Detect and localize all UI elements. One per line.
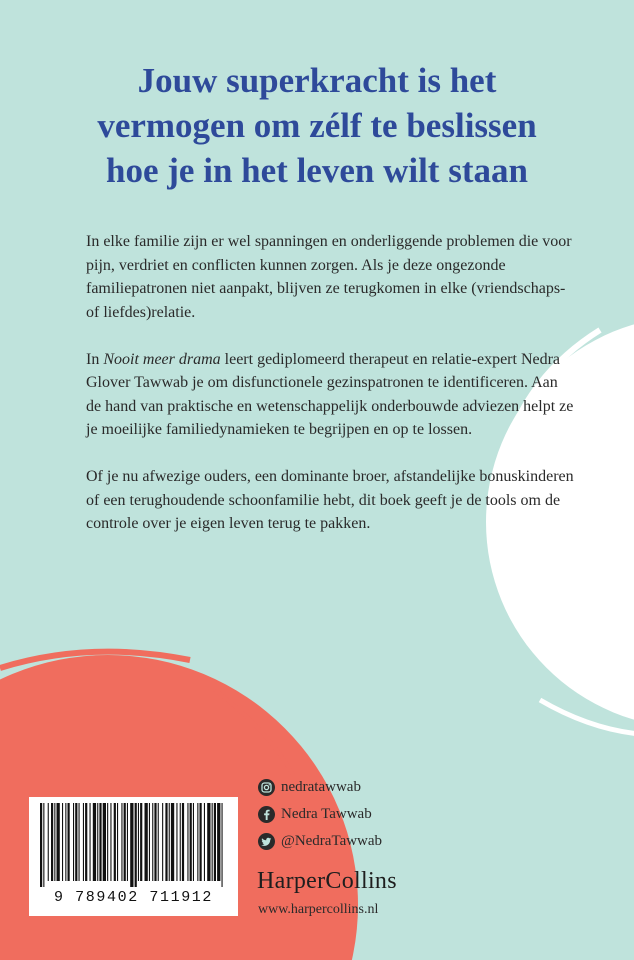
barcode-bar [93,803,96,881]
headline-line-3: hoe je in het leven wilt staan [106,151,528,190]
barcode-bar [193,803,194,881]
barcode-bar [165,803,167,881]
barcode-bar [43,803,44,887]
barcode-bar [90,803,91,881]
barcode-bar [152,803,153,881]
social-twitter[interactable] [258,828,382,855]
barcode-bar [107,803,108,881]
barcode-bar [57,803,60,881]
barcode-bar [40,803,42,887]
blurb-p2-prefix: In [86,350,104,368]
headline-line-2: vermogen om zélf te beslissen [97,106,537,145]
barcode-bars [36,803,231,887]
facebook-icon [258,806,275,823]
barcode-bar [149,803,150,881]
barcode-bar [222,803,223,887]
isbn-digits: 9 789402 711912 [53,889,214,906]
book-title: Nooit meer drama [103,350,221,368]
barcode-bar [85,803,87,881]
publisher-logo: HarperCollins [257,868,397,894]
twitter-handle: @NedraTawwab [281,833,383,849]
barcode-bar [135,803,137,887]
blurb-p2-rest: leert gediplomeerd therapeut en relatie-expert Nedra Glover Tawwab je om disfunctionele gezinspatronen te identificeren. Aan de hand van praktische en wetenschappelijk onderbouwde adviezen helpt ze je moeilijke familiedynamieken te begrijpen en op te lossen. [86,350,574,438]
barcode-bar [171,803,174,881]
barcode-bar [190,803,192,881]
barcode-bar [204,803,205,881]
barcode-bar [154,803,156,881]
barcode-bar [110,803,111,881]
barcode-bar [97,803,98,881]
barcode-bar [182,803,184,881]
barcode-bar [162,803,163,881]
social-instagram[interactable] [258,774,382,801]
barcode-bar [62,803,63,881]
barcode-bar [217,803,220,881]
barcode-bar [65,803,66,881]
social-facebook[interactable] [258,801,382,828]
twitter-icon [258,833,275,850]
barcode-bar [140,803,142,881]
barcode-bar [169,803,170,881]
barcode-bar [138,803,139,881]
barcode-bar [114,803,116,881]
barcode-bar [117,803,118,881]
barcode-bar [130,803,133,887]
barcode-bar [75,803,77,881]
barcode-bar [214,803,216,881]
barcode-bar [99,803,101,881]
blurb-paragraph-1: In elke familie zijn er wel spanningen en onderliggende problemen die voor pijn, verdriet en conflicten kunnen zorgen. Als je deze ongezonde familiepatronen niet aanpakt, blijven ze terugkomen in elke (vriendschaps- of liefdes)relatie. [86,233,572,321]
barcode-bar [73,803,74,881]
publisher-website[interactable]: www.harpercollins.nl [258,902,379,917]
barcode-bar [158,803,159,881]
instagram-handle: nedratawwab [281,779,361,795]
facebook-handle: Nedra Tawwab [281,806,372,822]
barcode-bar [187,803,188,881]
blurb [86,230,576,559]
barcode-bar [200,803,202,881]
barcode-bar [54,803,55,881]
blurb-paragraph-3: Of je nu afwezige ouders, een dominante broer, afstandelijke bonuskinderen of een terughoudende schoonfamilie hebt, dit boek geeft je de tools om de controle over je eigen leven terug te pakken. [86,468,574,532]
barcode-bar [124,803,126,881]
barcode-bar [103,803,106,881]
blurb-paragraph-2 [86,348,576,442]
barcode-bar [207,803,210,881]
instagram-icon [258,779,275,796]
social-links [258,774,382,855]
barcode-bar [51,803,53,881]
barcode-bar [121,803,122,881]
barcode [29,797,238,916]
barcode-bar [212,803,213,881]
barcode-bar [197,803,198,881]
barcode-bar [127,803,128,881]
barcode-bar [79,803,80,881]
barcode-bar [83,803,84,881]
headline [40,58,594,193]
barcode-bar [48,803,49,881]
barcode-bar [68,803,70,881]
barcode-bar [180,803,181,881]
barcode-bar [145,803,148,881]
headline-line-1: Jouw superkracht is het [137,61,497,100]
barcode-bar [176,803,177,881]
